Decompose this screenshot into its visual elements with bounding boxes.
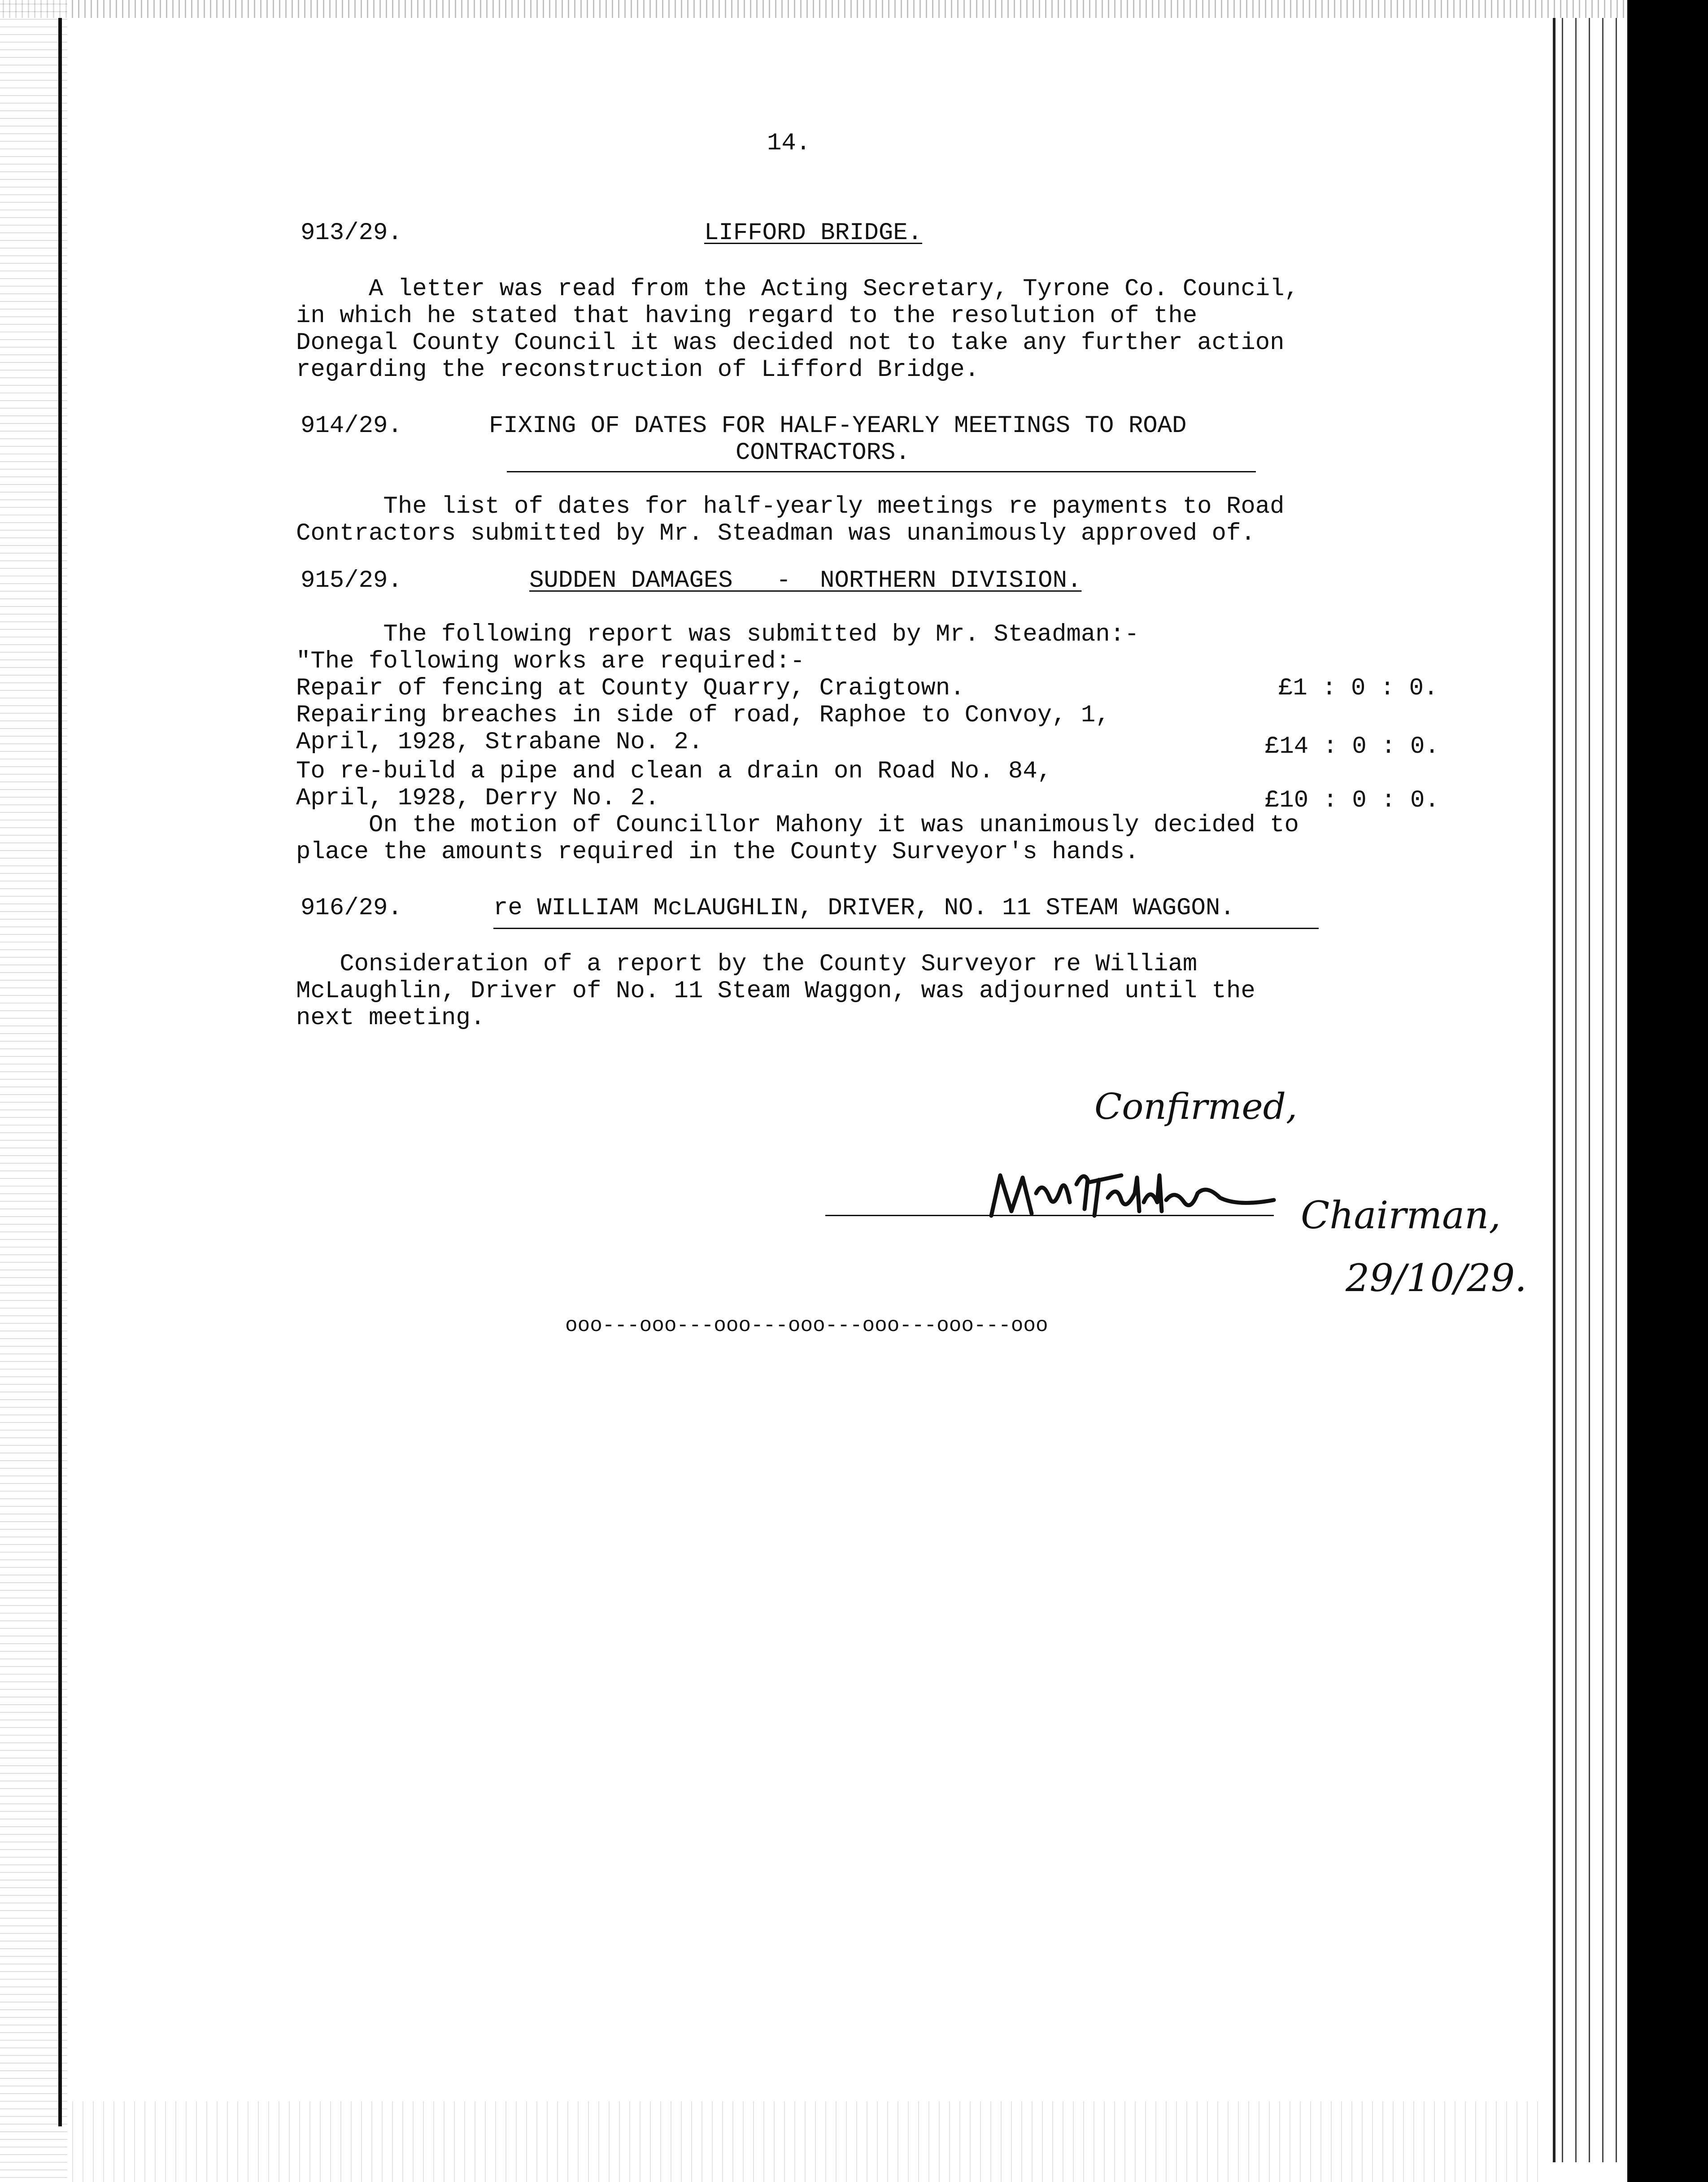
para-913-line-1: A letter was read from the Acting Secretary, Tyrone Co. Council, [296, 275, 1299, 303]
works-amount-2: £14 : 0 : 0. [1265, 733, 1439, 760]
works-item-3-line-1: To re-build a pipe and clean a drain on Road No. 84, [296, 758, 1052, 785]
heading-916-underline [493, 928, 1319, 929]
para-914-line-1: The list of dates for half-yearly meetings re payments to Road [296, 493, 1285, 520]
scan-top-edge [0, 0, 1708, 18]
para-915-line-2: "The following works are required:- [296, 648, 805, 675]
heading-lifford-bridge: LIFFORD BRIDGE. [704, 219, 923, 247]
heading-sudden-damages: SUDDEN DAMAGES - NORTHERN DIVISION. [529, 567, 1082, 594]
heading-fixing-dates-line-2: CONTRACTORS. [736, 439, 910, 467]
page-left-edge [58, 18, 62, 2126]
works-item-1: Repair of fencing at County Quarry, Craigtown. [296, 675, 965, 702]
para-914-line-2: Contractors submitted by Mr. Steadman was unanimously approved of. [296, 520, 1255, 547]
works-item-3-line-2: April, 1928, Derry No. 2. [296, 785, 660, 812]
heading-fixing-dates-line-1: FIXING OF DATES FOR HALF-YEARLY MEETINGS TO ROAD [489, 412, 1187, 440]
para-916-line-3: next meeting. [296, 1004, 485, 1032]
document-sheet [63, 18, 1543, 2162]
handwritten-chairman: Chairman, [1301, 1193, 1501, 1237]
closing-rule: ooo---ooo---ooo---ooo---ooo---ooo---ooo [565, 1314, 1048, 1337]
scan-left-edge [0, 0, 67, 2182]
works-amount-3: £10 : 0 : 0. [1265, 787, 1439, 814]
works-item-2-line-2: April, 1928, Strabane No. 2. [296, 729, 703, 756]
chairman-signature [987, 1166, 1283, 1225]
works-amount-1: £1 : 0 : 0. [1278, 675, 1438, 702]
handwritten-confirmed: Confirmed, [1094, 1086, 1298, 1127]
minute-number-916: 916/29. [301, 895, 402, 922]
page-stack-edges [1553, 18, 1627, 2162]
handwritten-date: 29/10/29. [1346, 1256, 1527, 1300]
para-913-line-2: in which he stated that having regard to the resolution of the [296, 302, 1198, 330]
minute-number-914: 914/29. [301, 412, 402, 440]
para-915-line-1: The following report was submitted by Mr. Steadman:- [296, 621, 1139, 648]
minute-number-913: 913/29. [301, 219, 402, 247]
minute-number-915: 915/29. [301, 567, 402, 594]
para-916-line-1: Consideration of a report by the County Surveyor re William [296, 951, 1198, 978]
page-number: 14. [767, 130, 811, 157]
heading-914-underline [507, 471, 1256, 472]
scan-right-border [1627, 0, 1708, 2182]
heading-mclaughlin: re WILLIAM McLAUGHLIN, DRIVER, NO. 11 STEAM WAGGON. [493, 895, 1235, 922]
works-item-2-line-1: Repairing breaches in side of road, Raphoe to Convoy, 1, [296, 702, 1110, 729]
para-913-line-3: Donegal County Council it was decided not to take any further action [296, 329, 1285, 357]
para-913-line-4: regarding the reconstruction of Lifford Bridge. [296, 356, 980, 384]
para-916-line-2: McLaughlin, Driver of No. 11 Steam Waggon, was adjourned until the [296, 978, 1255, 1005]
para-915-motion-line-2: place the amounts required in the County Surveyor's hands. [296, 838, 1139, 866]
para-915-motion-line-1: On the motion of Councillor Mahony it was unanimously decided to [296, 812, 1299, 839]
